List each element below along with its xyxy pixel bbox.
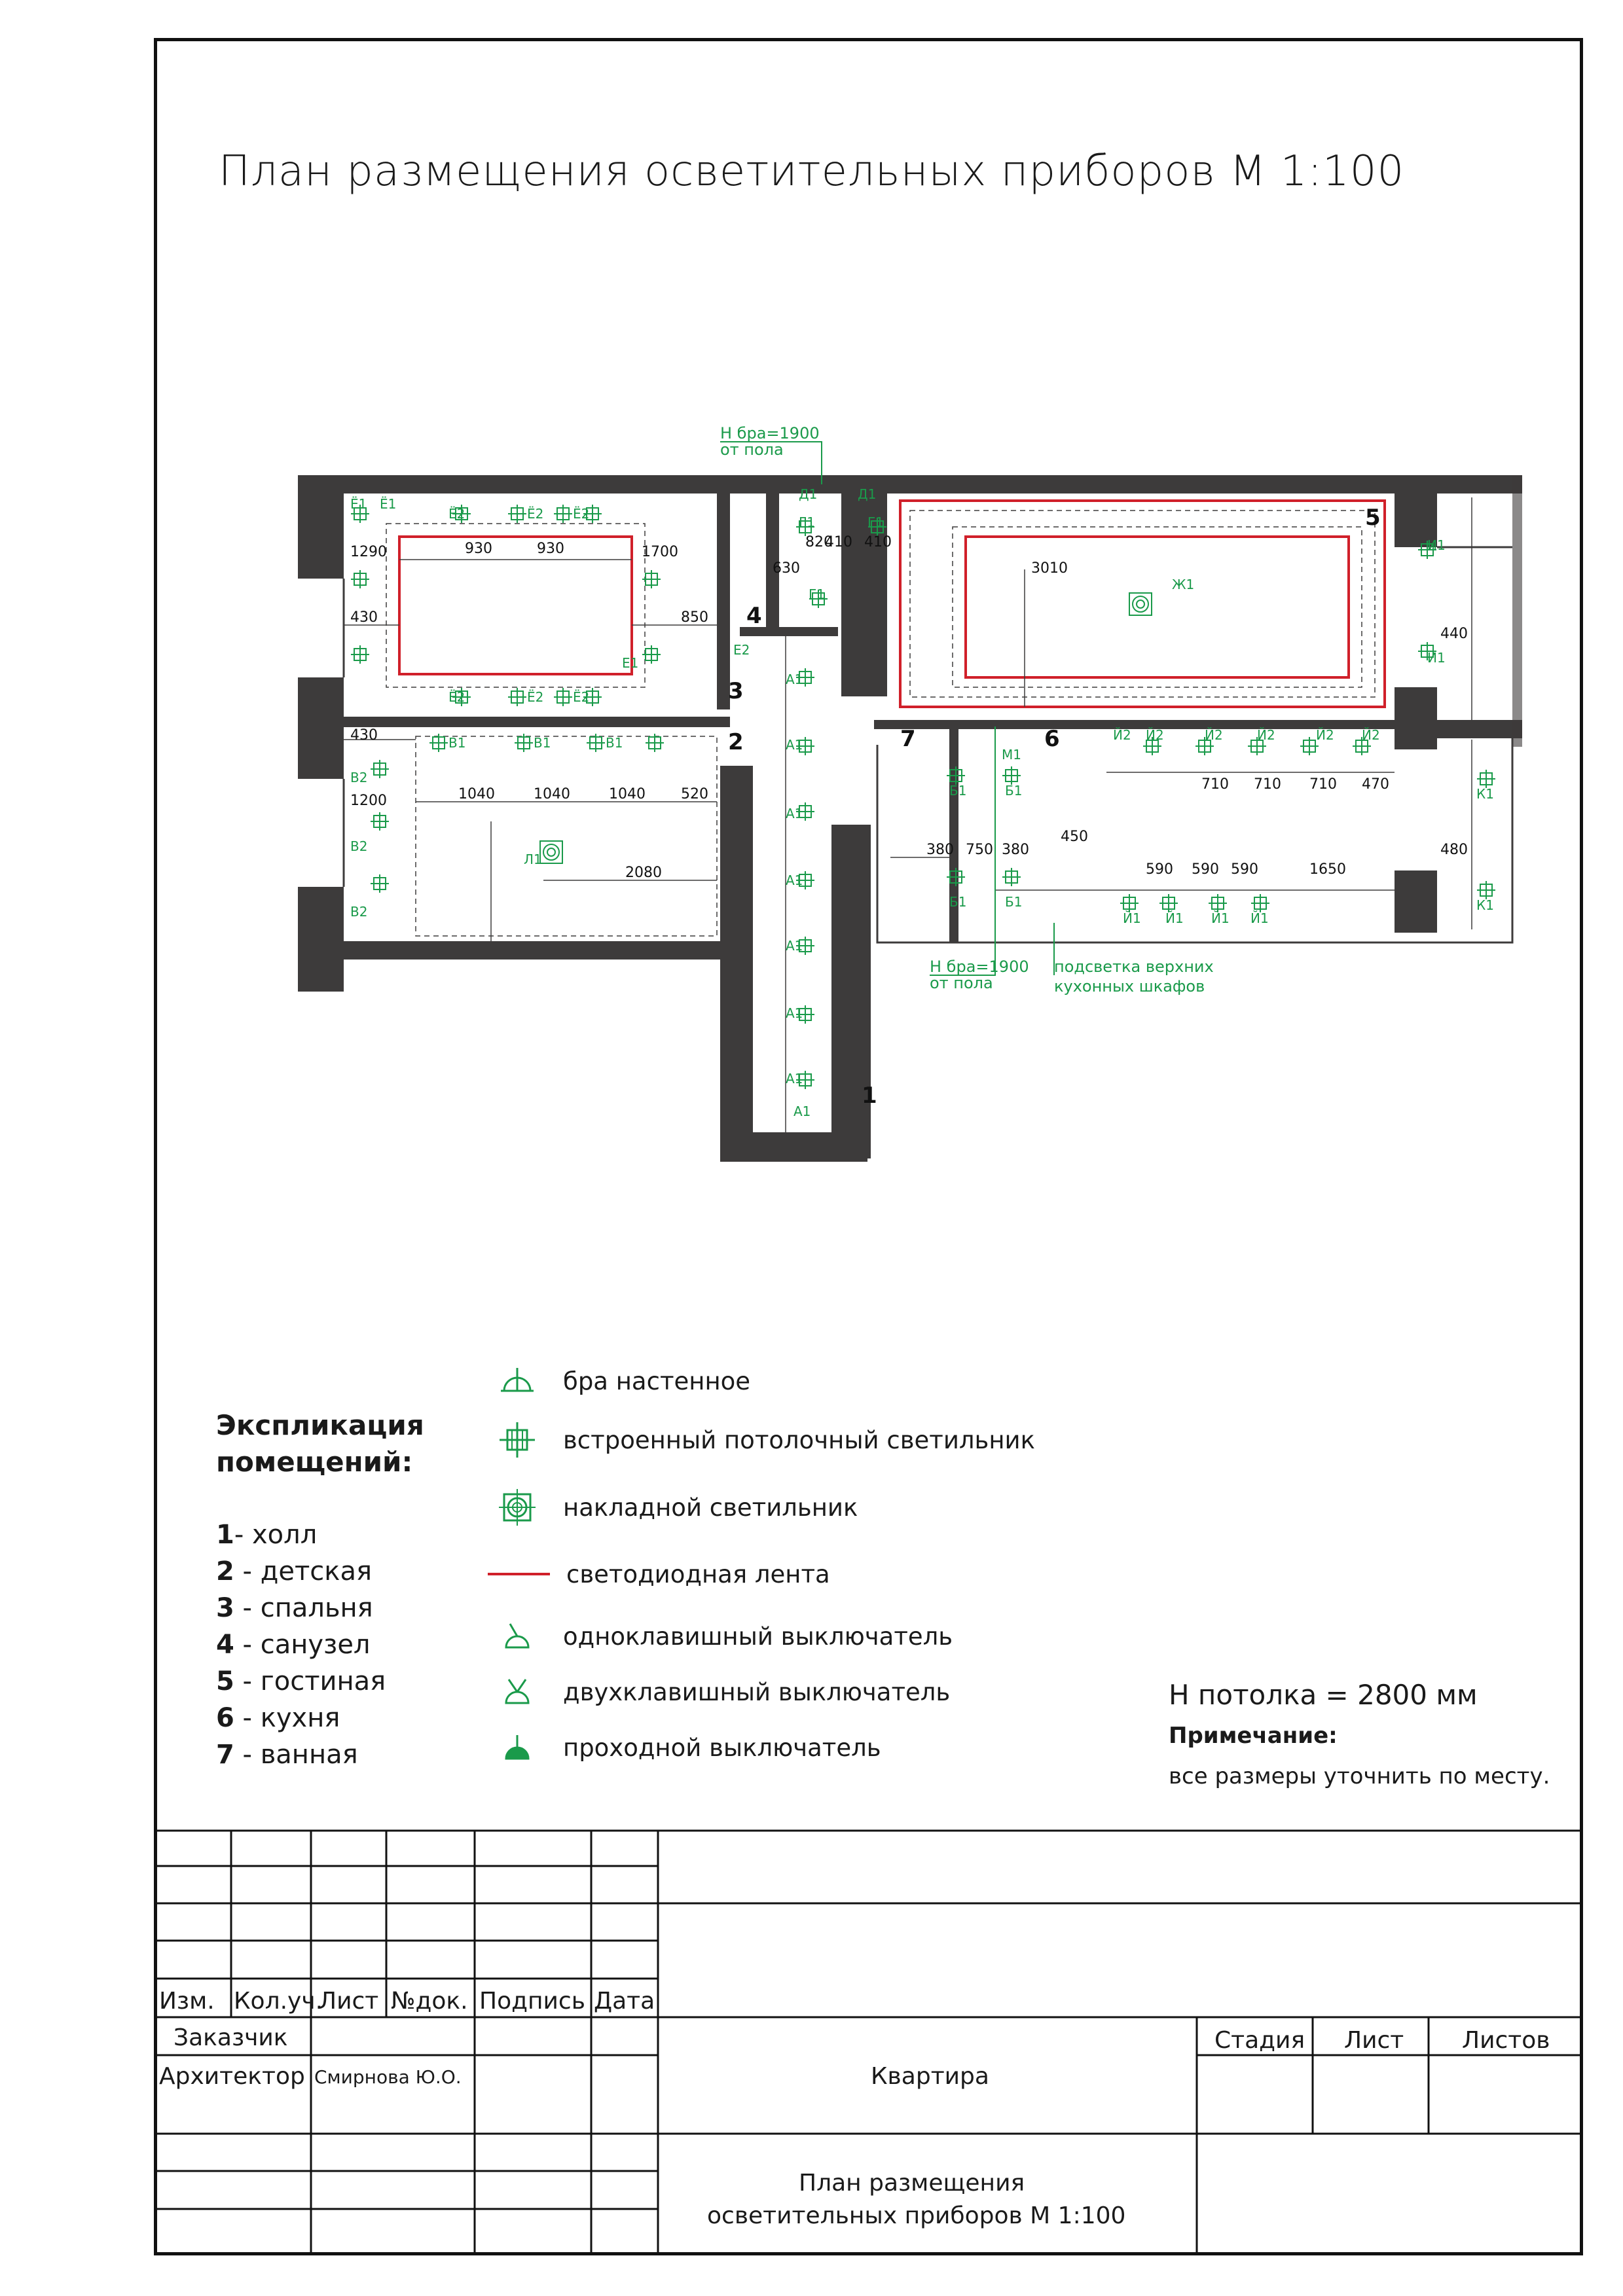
svg-text:380: 380 <box>926 842 954 858</box>
svg-text:Ё1: Ё1 <box>350 496 367 512</box>
svg-text:В1: В1 <box>448 735 466 751</box>
svg-text:930: 930 <box>465 541 492 557</box>
room-number-3: 3 <box>728 678 744 704</box>
svg-text:Г1: Г1 <box>799 514 815 530</box>
list-item: 5 - гостиная <box>216 1666 386 1696</box>
room-number-2: 2 <box>728 729 744 755</box>
svg-text:1700: 1700 <box>642 544 678 560</box>
svg-text:470: 470 <box>1362 776 1389 793</box>
note-text: все размеры уточнить по месту. <box>1169 1763 1550 1789</box>
room-number-5: 5 <box>1365 505 1381 531</box>
tb-data: Дата <box>594 1988 655 2015</box>
svg-text:1200: 1200 <box>350 793 387 809</box>
svg-text:Ё2: Ё2 <box>527 689 544 705</box>
svg-text:Ё1: Ё1 <box>380 496 397 512</box>
svg-text:480: 480 <box>1440 842 1468 858</box>
sconce-height-label: Н бра=1900 <box>720 424 820 442</box>
explication-heading-2: помещений: <box>216 1446 413 1478</box>
svg-text:410: 410 <box>825 534 852 550</box>
list-item: 1- холл <box>216 1520 318 1550</box>
tb-sheet: Лист <box>1344 2027 1404 2054</box>
svg-text:В1: В1 <box>606 735 623 751</box>
svg-text:Ё2: Ё2 <box>448 506 465 522</box>
svg-text:Б1: Б1 <box>1005 894 1023 910</box>
svg-text:Е2: Е2 <box>733 642 750 658</box>
list-item: 3 - спальня <box>216 1593 373 1623</box>
svg-text:520: 520 <box>681 786 708 802</box>
room-list <box>216 1516 424 1773</box>
svg-text:В2: В2 <box>350 770 368 785</box>
svg-text:750: 750 <box>966 842 993 858</box>
room-number-1: 1 <box>862 1083 877 1109</box>
recessed-fixtures <box>351 505 1495 1089</box>
sconce-height-label-2: от пола <box>720 440 784 459</box>
ceiling-height: Н потолка = 2800 мм <box>1169 1679 1478 1711</box>
svg-text:Й2: Й2 <box>1113 727 1131 743</box>
svg-text:710: 710 <box>1201 776 1229 793</box>
list-item: 2 - детская <box>216 1556 373 1587</box>
svg-text:В2: В2 <box>350 838 368 854</box>
room-explication <box>216 1407 424 1773</box>
single-switch-icon <box>488 1613 547 1659</box>
svg-text:630: 630 <box>773 560 800 577</box>
svg-text:Й1: Й1 <box>1250 910 1269 926</box>
svg-text:Б1: Б1 <box>1005 783 1023 798</box>
svg-text:А1: А1 <box>786 1071 803 1086</box>
legend-item-led-strip: светодиодная лента <box>488 1551 830 1597</box>
list-item: 4 - санузел <box>216 1630 371 1660</box>
double-switch-icon <box>488 1669 547 1715</box>
title-block <box>154 1829 1583 2255</box>
svg-text:Й1: Й1 <box>1211 910 1230 926</box>
svg-text:И1: И1 <box>1427 537 1446 553</box>
svg-text:710: 710 <box>1309 776 1337 793</box>
svg-text:В2: В2 <box>350 904 368 920</box>
svg-text:1650: 1650 <box>1309 861 1346 878</box>
svg-text:И1: И1 <box>1427 650 1446 666</box>
svg-text:Й2: Й2 <box>1362 727 1380 743</box>
svg-text:Ё2: Ё2 <box>448 689 465 705</box>
tb-izm: Изм. <box>159 1988 215 2015</box>
svg-text:930: 930 <box>537 541 564 557</box>
tb-drawing-title-2: осветительных приборов М 1:100 <box>707 2202 1126 2229</box>
svg-text:440: 440 <box>1440 626 1468 642</box>
tb-podpis: Подпись <box>479 1988 585 2015</box>
tb-list: Лист <box>319 1988 379 2015</box>
room-number-7: 7 <box>900 726 916 752</box>
svg-text:850: 850 <box>681 609 708 626</box>
svg-text:А1: А1 <box>786 1005 803 1021</box>
walls <box>298 475 1532 1162</box>
tb-sheets: Листов <box>1462 2027 1550 2054</box>
svg-text:Б1: Б1 <box>949 783 967 798</box>
page-title: План размещения осветительных приборов М 1:100 <box>218 147 1405 196</box>
tb-kol: Кол.уч. <box>234 1988 323 2015</box>
svg-text:Л1: Л1 <box>524 852 542 867</box>
legend-item-pass-through-switch: проходной выключатель <box>488 1725 881 1770</box>
legend-item-surface-light: накладной светильник <box>488 1484 858 1530</box>
svg-text:Е1: Е1 <box>622 655 639 671</box>
explication-heading: Экспликация <box>216 1409 424 1441</box>
sconce-height-label-bottom: Н бра=1900 <box>930 958 1029 976</box>
svg-text:430: 430 <box>350 609 378 626</box>
svg-text:Й2: Й2 <box>1205 727 1223 743</box>
svg-text:450: 450 <box>1061 829 1088 845</box>
svg-text:В1: В1 <box>534 735 551 751</box>
tb-stage: Стадия <box>1214 2027 1305 2054</box>
svg-text:710: 710 <box>1254 776 1281 793</box>
tb-ndok: №док. <box>391 1988 468 2015</box>
legend-item-single-switch: одноклавишный выключатель <box>488 1613 953 1659</box>
svg-text:2080: 2080 <box>625 865 662 881</box>
svg-text:Б1: Б1 <box>949 894 967 910</box>
svg-text:А1: А1 <box>793 1103 811 1119</box>
svg-text:590: 590 <box>1231 861 1258 878</box>
svg-text:Д1: Д1 <box>799 486 818 502</box>
svg-text:А1: А1 <box>786 938 803 954</box>
svg-text:К1: К1 <box>1476 786 1494 802</box>
svg-text:1040: 1040 <box>458 786 495 802</box>
wall-sconce-icon <box>488 1358 547 1404</box>
svg-text:А1: А1 <box>786 872 803 888</box>
svg-text:Г1: Г1 <box>809 586 825 602</box>
backlight-label-2: кухонных шкафов <box>1054 977 1205 996</box>
note-heading: Примечание: <box>1169 1723 1338 1749</box>
svg-text:Й2: Й2 <box>1146 727 1164 743</box>
svg-text:Й2: Й2 <box>1257 727 1275 743</box>
svg-text:590: 590 <box>1146 861 1173 878</box>
svg-text:А1: А1 <box>786 737 803 753</box>
legend-item-wall-sconce: бра настенное <box>488 1358 750 1404</box>
sconce-height-label-bottom-2: от пола <box>930 974 993 992</box>
svg-text:Ё2: Ё2 <box>527 506 544 522</box>
svg-text:1040: 1040 <box>534 786 570 802</box>
list-item: 7 - ванная <box>216 1740 358 1770</box>
led-strips <box>399 501 1385 707</box>
tb-object: Квартира <box>871 2063 989 2090</box>
pass-through-switch-icon <box>488 1725 547 1770</box>
svg-text:М1: М1 <box>1002 747 1021 762</box>
svg-text:Й1: Й1 <box>1123 910 1141 926</box>
fixture-mark-labels <box>350 486 1494 1119</box>
tb-architect-name: Смирнова Ю.О. <box>314 2066 462 2088</box>
svg-text:Й2: Й2 <box>1316 727 1334 743</box>
svg-text:Й1: Й1 <box>1165 910 1184 926</box>
list-item: 6 - кухня <box>216 1703 340 1733</box>
svg-text:Ё2: Ё2 <box>573 689 590 705</box>
room-number-6: 6 <box>1044 726 1060 752</box>
tb-drawing-title-1: План размещения <box>799 2170 1025 2197</box>
svg-text:1290: 1290 <box>350 544 387 560</box>
legend-item-recessed-light: встроенный потолочный светильник <box>488 1417 1035 1463</box>
svg-text:Ё2: Ё2 <box>573 506 590 522</box>
notes-block <box>1169 1679 1550 1789</box>
room-number-4: 4 <box>746 603 762 629</box>
backlight-label: подсветка верхних <box>1054 958 1214 976</box>
led-strip-icon <box>488 1551 550 1597</box>
svg-text:380: 380 <box>1002 842 1029 858</box>
svg-text:Д1: Д1 <box>858 486 877 502</box>
surface-light-icon <box>488 1484 547 1530</box>
svg-text:410: 410 <box>864 534 892 550</box>
svg-text:3010: 3010 <box>1031 560 1068 577</box>
svg-text:К1: К1 <box>1476 897 1494 913</box>
tb-customer: Заказчик <box>173 2024 288 2051</box>
svg-text:Г1: Г1 <box>867 514 884 530</box>
svg-text:430: 430 <box>350 727 378 744</box>
recessed-ceiling-light-icon <box>488 1417 547 1463</box>
svg-text:820: 820 <box>805 534 833 550</box>
legend-item-double-switch: двухклавишный выключатель <box>488 1669 950 1715</box>
svg-text:590: 590 <box>1192 861 1219 878</box>
svg-text:1040: 1040 <box>609 786 646 802</box>
svg-text:Ж1: Ж1 <box>1172 577 1195 592</box>
svg-text:А1: А1 <box>786 806 803 821</box>
tb-architect: Архитектор <box>159 2063 305 2090</box>
svg-text:А1: А1 <box>786 672 803 687</box>
floor-plan <box>288 419 1532 1172</box>
